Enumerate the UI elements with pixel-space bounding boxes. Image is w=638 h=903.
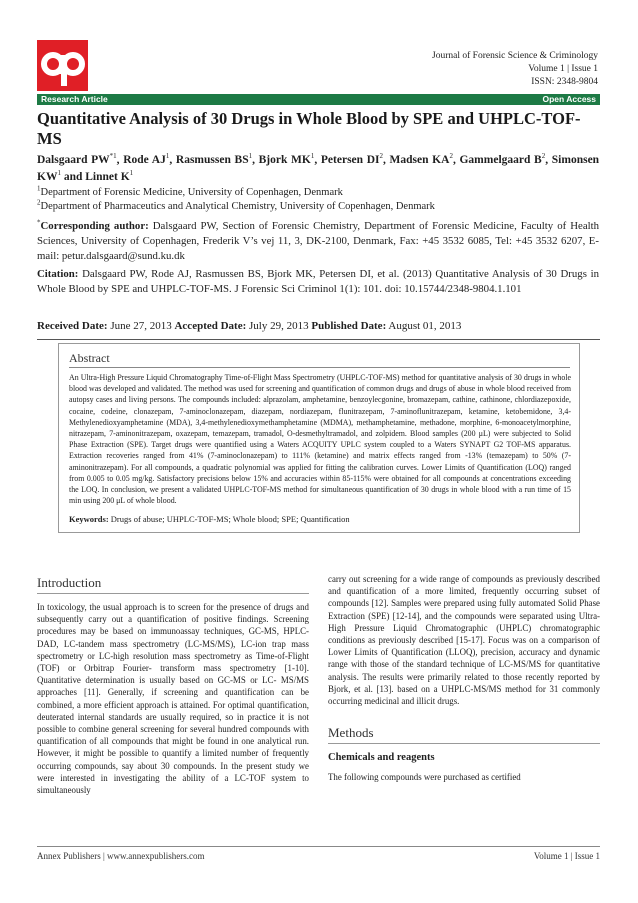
author: Rode $AJ^1$, <box>123 152 176 166</box>
footer-publisher: Annex Publishers | www.annexpublishers.com <box>37 851 205 861</box>
introduction-text: In toxicology, the usual approach is to screen for the presence of drugs and subsequently carry out a quantification of positive findings. Screening procedures may be based on immunoassay techniques, GC-MS, HPLC-DAD, LC-tandem mass spectrometry (LC-MS/MS), LC-ion trap mass spectrometry or LC-high resolution mass spectrometry as Time-of-Flight (TOF) or Orbitrap Fourier- transform mass spectrometry [1-10]. Quantitative determination is usually based on GC-MS or LC- MS/MS approaches [11]. Generally, if screening and quantification can be combined, a more efficient approach is attained. For optimal quantification, deuterated internal standards are usually required, so in practice it is not possible to combine general screening for several hundred compounds with quantification of all compounds that might be found in one analytical run. However, it might be possible to quantify a limited number of frequently occurring compounds, say about 30 compounds. In the present study we were interested in investigating the ability of a LC-TOF system to simultaneously <box>37 602 309 796</box>
journal-issn: ISSN: 2348-9804 <box>531 77 598 87</box>
journal-volume-issue: Volume 1 | Issue 1 <box>528 64 598 74</box>
journal-name: Journal of Forensic Science & Criminology <box>432 51 598 61</box>
chemicals-heading: Chemicals and reagents <box>328 752 435 764</box>
author: Gammelgaard $B^2$, <box>459 152 552 166</box>
introduction-heading: Introduction <box>37 575 309 594</box>
left-column <box>37 575 309 796</box>
footer-divider <box>37 846 600 847</box>
author: Madsen $KA^2$, <box>389 152 460 166</box>
citation: Citation: Dalsgaard PW, Rode AJ, Rasmussen BS, Bjork MK, Petersen DI, et al. (2013) Quantitative Analysis of 30 Drugs in Whole Blood by SPE and UHPLC-TOF-MS. J Forensic Sci Criminol 1(1): 101. doi: 10.15744/2348-9804.1.101 <box>37 268 599 295</box>
right-column <box>328 573 600 783</box>
article-type-label: Research Article <box>41 94 108 104</box>
methods-heading: Methods <box>328 725 600 744</box>
header-divider <box>37 339 600 340</box>
journal-info <box>432 50 598 89</box>
abstract-heading: Abstract <box>69 351 110 365</box>
chemicals-text: The following compounds were purchased as certified <box>328 772 521 783</box>
affiliation-1: $^1$Department of Forensic Medicine, University of Copenhagen, Denmark <box>37 184 343 198</box>
article-dates: Received Date: June 27, 2013 Accepted Date: July 29, 2013 Published Date: August 01, 2013 <box>37 320 462 332</box>
article-title: Quantitative Analysis of 30 Drugs in Whole Blood by SPE and UHPLC-TOF-MS <box>37 109 581 148</box>
abstract-divider <box>69 367 570 368</box>
corresponding-author: *Corresponding author: Dalsgaard PW, Section of Forensic Chemistry, Department of Forensic Medicine, Faculty of Health Sciences, University of Copenhagen, Frederik V’s vej 11, 3, DK-2100, Denmark, Fax: +45 3532 6085, Tel: +45 3532 6207, E-mail: petur.dalsgaard@sund.ku.dk <box>37 218 600 262</box>
publisher-logo <box>37 40 88 91</box>
abstract-text: An Ultra-High Pressure Liquid Chromatography Time-of-Flight Mass Spectrometry (UHPLC-TOF-MS) method for quantitative analysis of 30 drugs in whole blood was developed and validated. The method was used for screening and quantification of common drugs and drugs of abuse in whole blood received from autopsy cases and living persons. The compounds included: alprazolam, amphetamine, benzoylecgonine, bromazepam, cathine, cathinone, chlordiazepoxide, cocaine, codeine, clonazepam, 7-aminoclonazepam, diazepam, nordiazepam, flunitrazepam, 7-aminoflunitrazepam, ketamine, ketobemidone, 3,4-Methylenedioxyamphetamine (MDA), 3,4-methylenedioxymethamphetamine (MDMA), methamphetamine, methadone, morphine, 6-monoacetylmorphine, nitrazepam, 7-aminonitrazepam, oxazepam, temazepam, tramadol, O-desmethyltramadol, and zolpidem. Blood samples (200 μL) were subjected to Solid Phase Extraction (SPE). Target drugs were quantified using a Waters ACQUITY UPLC system coupled to a Waters SYNAPT G2 TOF-MS apparatus. Extraction recoveries ranged from 41% (7-aminoclonazepam) to 111% (ketamine) and matrix effects ranged from -13% (temazepam) to 50% (7-aminonitrazepam). For all compounds, a quadratic polynomial was applied for fitting the calibration curves. Lower Limits of Quantification (LOQ) ranged from 0.005 to 0.05 mg/kg. Satisfactory precisions below 15% and accuracies within 85-115% were obtained for all compounds at concentrations exceeding the LOQ. In conclusion, we present a validated UHPLC-TOF-MS method for simultaneous quantification of 30 drugs in whole blood with a run time of 15 min using 200 μL of whole blood. <box>69 373 571 506</box>
author: Rasmussen $BS^1$, <box>175 152 259 166</box>
annex-publishers-logo-icon <box>37 40 88 91</box>
author-list <box>37 152 599 186</box>
author: Petersen $DI^2$, <box>320 152 390 166</box>
author: Bjork $MK^1$, <box>258 152 321 166</box>
author: Dalsgaard PW$^{*1}$, <box>37 152 124 166</box>
keywords: Keywords: Drugs of abuse; UHPLC-TOF-MS; Whole blood; SPE; Quantification <box>69 514 350 524</box>
article-type-band <box>37 94 600 105</box>
affiliation-2: $^2$Department of Pharmaceutics and Analytical Chemistry, University of Copenhagen, Denmark <box>37 198 435 212</box>
open-access-label: Open Access <box>542 94 596 104</box>
author: Linnet $K^1$ <box>85 169 134 183</box>
abstract-box <box>58 343 580 533</box>
footer-volume-issue: Volume 1 | Issue 1 <box>533 851 600 861</box>
author: Simonsen $KW^1$ and <box>37 154 600 183</box>
introduction-continuation: carry out screening for a wide range of compounds as previously described and quantification of a more limited, frequently occurring subset of compounds [12]. Samples were prepared using fully automated Solid Phase Extraction (SPE) [12-14], and the compounds were separated using Ultra-High Pressure Liquid Chromatographic (UHPLC) chromatographic conditions as previously described [15-17]. Focus was on a comparison of Lower Limits of Quantification (LLOQ), precision, accuracy and dynamic range with those of the standard technique of LC-MS/MS for quantitative analysis. The results were primarily related to those recently reported by Bjork, et al. [13]. based on a UHPLC-MS/MS method for 31 commonly occurring medicinal and illicit drugs. <box>328 574 600 707</box>
